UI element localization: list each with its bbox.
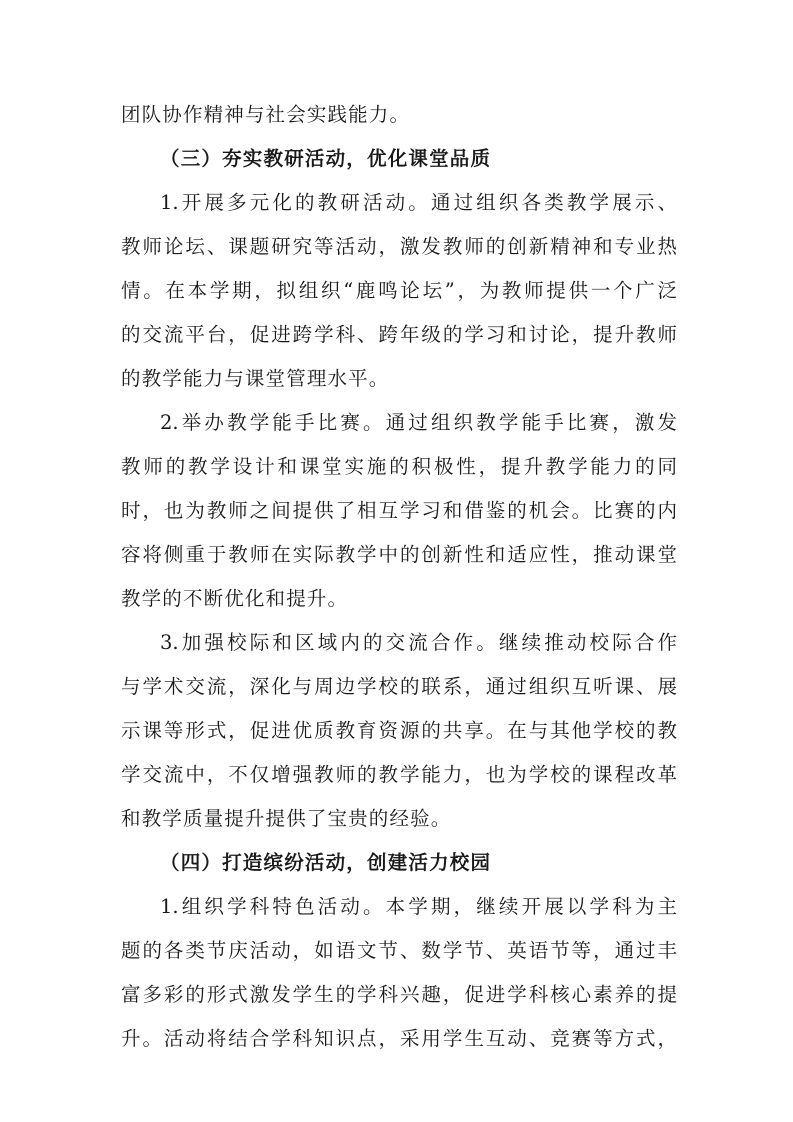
paragraph-line: 1.组织学科特色活动。本学期，继续开展以学科为主 (160, 895, 677, 918)
paragraph-line: 和教学质量提升提供了宝贵的经验。 (121, 807, 452, 830)
paragraph-line: 教师的教学设计和课堂实施的积极性，提升教学能力的同 (121, 455, 677, 478)
paragraph-line: 时，也为教师之间提供了相互学习和借鉴的机会。比赛的内 (121, 499, 677, 522)
paragraph-line: 学交流中，不仅增强教师的教学能力，也为学校的课程改革 (121, 763, 677, 786)
paragraph-line: 与学术交流，深化与周边学校的联系，通过组织互听课、展 (121, 675, 677, 698)
paragraph-line: 容将侧重于教师在实际教学中的创新性和适应性，推动课堂 (121, 543, 677, 566)
paragraph-line: 1.开展多元化的教研活动。通过组织各类教学展示、 (160, 191, 677, 214)
paragraph-line: 的教学能力与课堂管理水平。 (121, 367, 390, 390)
section-heading: （四）打造缤纷活动，创建活力校园 (160, 851, 492, 874)
paragraph-line: 示课等形式，促进优质教育资源的共享。在与其他学校的教 (121, 719, 677, 742)
paragraph-line: 的交流平台，促进跨学科、跨年级的学习和讨论，提升教师 (121, 323, 677, 346)
paragraph-line: 题的各类节庆活动，如语文节、数学节、英语节等，通过丰 (121, 939, 677, 962)
paragraph-line: 情。在本学期，拟组织“鹿鸣论坛”，为教师提供一个广泛 (121, 279, 677, 302)
paragraph-line: 升。活动将结合学科知识点，采用学生互动、竞赛等方式， (121, 1027, 677, 1050)
paragraph-line: 2.举办教学能手比赛。通过组织教学能手比赛，激发 (160, 411, 677, 434)
paragraph-line: 教学的不断优化和提升。 (121, 587, 349, 610)
paragraph-line: 3.加强校际和区域内的交流合作。继续推动校际合作 (160, 631, 677, 654)
document-page (121, 93, 677, 1061)
paragraph-line: 教师论坛、课题研究等活动，激发教师的创新精神和专业热 (121, 235, 677, 258)
section-heading: （三）夯实教研活动，优化课堂品质 (160, 147, 492, 170)
paragraph-line: 团队协作精神与社会实践能力。 (121, 103, 411, 126)
paragraph-line: 富多彩的形式激发学生的学科兴趣，促进学科核心素养的提 (121, 983, 677, 1006)
